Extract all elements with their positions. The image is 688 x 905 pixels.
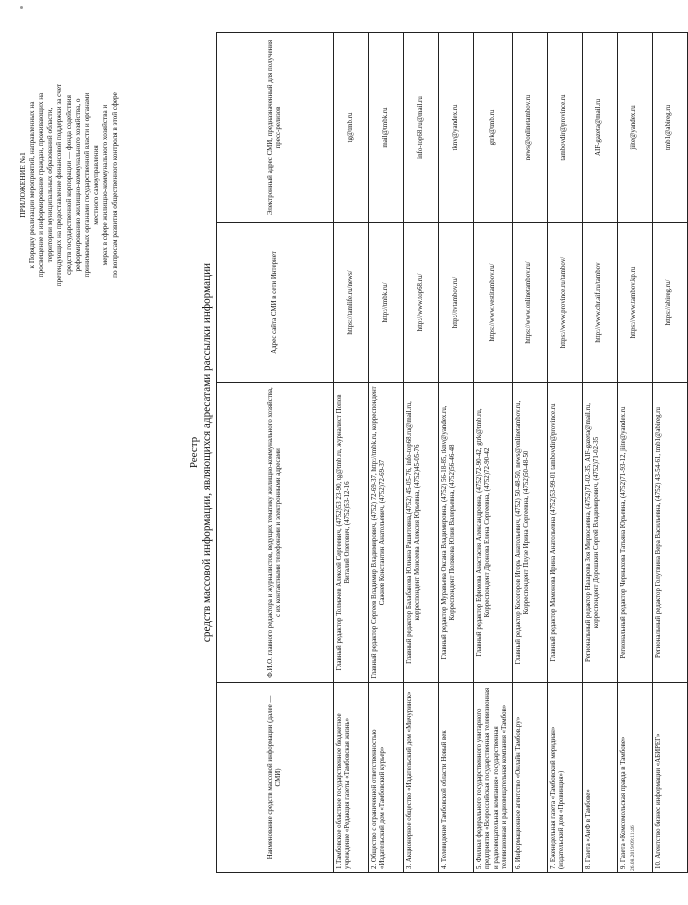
cell-email: info-top68.ru@mail.ru — [404, 33, 439, 223]
annex-line: реформированию жилищно-коммунального хозяйства, о — [73, 98, 82, 272]
cell-email: tmb1@abireg.ru — [652, 33, 687, 223]
cell-media-name: 7. Еженедельная газета «Тамбовский меридиан» (издательский дом «Провинция») — [547, 683, 582, 873]
table-row — [512, 33, 547, 873]
header-website: Адрес сайта СМИ в сети Интернет — [217, 223, 334, 383]
annex-line: мерах в сфере жилищно-коммунального хозяйства и — [101, 104, 110, 266]
cell-email: tambovdir@province.ru — [547, 33, 582, 223]
cell-media-name: 6. Информационное агентство «Онлайн Тамбов.ру» — [512, 683, 547, 873]
table-row — [617, 33, 652, 873]
cell-email: news@onlinetambov.ru — [512, 33, 547, 223]
cell-staff: Региональный редактор Черныхова Татьяна Юрьевна, (4752)71-93-12, jiite@yandex.ru — [617, 383, 652, 683]
table-row — [404, 33, 439, 873]
annex-line: территории муниципальных образований области, — [46, 107, 55, 263]
cell-site: https://www.onlinetambov.ru/ — [512, 223, 547, 383]
table-row — [652, 33, 687, 873]
cell-site: https://www.vestitambov.ru/ — [474, 223, 513, 383]
cell-email: mail@tmbk.ru — [369, 33, 404, 223]
header-press-email: Электронный адрес СМИ, предназначенный для получения пресс-релизов — [217, 33, 334, 223]
annex-line: претендующих на предоставление финансовой поддержки за счет — [55, 83, 64, 287]
table-row — [439, 33, 474, 873]
cell-email: tknv@yandex.ru — [439, 33, 474, 223]
annex-line: к Порядку реализации мероприятий, направленных на — [27, 101, 36, 269]
cell-email: gtrk@tmb.ru — [474, 33, 513, 223]
cell-staff: Главный редактор Муравьева Оксана Владимировна, (4752) 56-18-85, tknv@yandex.ru, Корреспондент Полякова Юлия Валерьевна, (4752)56-46-48 — [439, 383, 474, 683]
table-row — [369, 33, 404, 873]
cell-staff: Главный редактор Мамонова Ирина Анатольевна (4752)53-99-01 tambovdir@province.ru — [547, 383, 582, 683]
cell-email: AIF-gazeta@mail.ru — [582, 33, 617, 223]
annex-line: по вопросам развития общественного контроля в этой сфере — [110, 92, 119, 278]
cell-media-name: 10. Агентство бизнес информации «АБИРЕГ» — [652, 683, 687, 873]
cell-site: http://tvtambov.ru/ — [439, 223, 474, 383]
cell-media-name: 4. Телевидение Тамбовской области Новый век — [439, 683, 474, 873]
cell-staff: Региональный редактор Назарова Зоя Мирюсаевна, (4752)71-02-35, AIF-gazeta@mail.ru, корреспондент Дорошкин Сергей Владимирович, (4752)71-02-35 — [582, 383, 617, 683]
cell-site: https://www.tambov.kp.ru — [617, 223, 652, 383]
cell-site: http://www.top68.ru/ — [404, 223, 439, 383]
registry-subtitle: средств массовой информации, являющихся адресатами рассылки информации — [201, 262, 213, 643]
cell-site: http://tmbk.ru/ — [369, 223, 404, 383]
table-row — [474, 33, 513, 873]
annex-line: принимаемых органами государственной власти и органами — [83, 92, 92, 278]
annex-line: средств государственной корпорации — фонда содействия — [64, 95, 73, 275]
cell-staff: Главный редактор Ефимова Анастасия Александровна, (4752)72-90-42, gtrk@tmb.ru, Корреспондент Дронова Елена Сергеевна, (4752)72-90-42 — [474, 383, 513, 683]
cell-site: https://abireg.ru/ — [652, 223, 687, 383]
cell-site: https://www.province.ru/tambov/ — [547, 223, 582, 383]
cell-staff: Главный редактор Косогоров Игорь Анатольевич, (4752) 50-48-50, news@onlinetambov.ru, Корреспондент Плузе Ирина Сергеевна, (4752)50-48-50 — [512, 383, 547, 683]
print-timestamp: 26.08.2019/09:11:46 — [630, 825, 636, 871]
cell-media-name: 3. Акционерное общество «Издательский дом «Мичуринск» — [404, 683, 439, 873]
cell-media-name: 1.Тамбовское областное государственное бюджетное учреждение «Редакция газеты «Тамбовская жизнь» — [334, 683, 369, 873]
cell-staff: Главный редактор Балабанова Юлиана Рашитовна,(4752) 45-05-76, info-top68.ru@mail.ru, корреспондент Моисеева Алексия Юрьевна, (4752)45-05-76 — [404, 383, 439, 683]
table-row — [334, 33, 369, 873]
table-row — [582, 33, 617, 873]
cell-media-name: 8. Газета «АиФ в Тамбове» — [582, 683, 617, 873]
cell-staff: Главный редактор Сергеев Владимир Владимирович, (4752) 72-69-37, http://tmbk.ru, корреспондент Сажнев Константин Анатольевич, (4752)72-69-37 — [369, 383, 404, 683]
annex-line: местного самоуправления — [92, 145, 101, 225]
annex-header — [18, 20, 120, 350]
table-header-row — [217, 33, 334, 873]
cell-site: https://tamlife.ru/news/ — [334, 223, 369, 383]
annex-line: просвещение и информирование граждан, проживающих на — [36, 92, 45, 278]
cell-email: tg@tmb.ru — [334, 33, 369, 223]
table-row — [547, 33, 582, 873]
cell-staff: Главный редактор Толмачев Алексей Сергеевич, (4752)53 23-90, tg@tmb.ru, журналист Попов Виталий Олегович, (4752)53-12-16 — [334, 383, 369, 683]
cell-email: jiite@yandex.ru — [617, 33, 652, 223]
cell-staff: Региональный редактор Голутвина Вера Васильевна, (4752) 43-54-61, tmb1@abireg.ru — [652, 383, 687, 683]
header-staff-contacts: Ф.И.О. главного редактора и журналистов, ведущих тематику жилищно-коммунального хозяйства, с их контактными телефонами и электронными адресами — [217, 383, 334, 683]
cell-media-name: 9. Газета «Комсомольская правда в Тамбове» — [617, 683, 652, 873]
annex-title: ПРИЛОЖЕНИЕ №1 — [18, 152, 27, 218]
cell-media-name: 2. Общество с ограниченной ответственностью «Издательский дом «Тамбовский курьер» — [369, 683, 404, 873]
cell-site: http://www.chr.aif.ru/tambov — [582, 223, 617, 383]
header-media-name: Наименование средств массовой информации (далее — СМИ) — [217, 683, 334, 873]
cell-media-name: 5. Филиал федерального государственного унитарного предприятия «Всероссийская государственная телевизионная и радиовещательная компания» государственная телевизионная и радиовещательная компания «Тамбов» — [474, 683, 513, 873]
media-registry-table — [216, 32, 688, 873]
registry-title: Реестр — [188, 436, 200, 469]
